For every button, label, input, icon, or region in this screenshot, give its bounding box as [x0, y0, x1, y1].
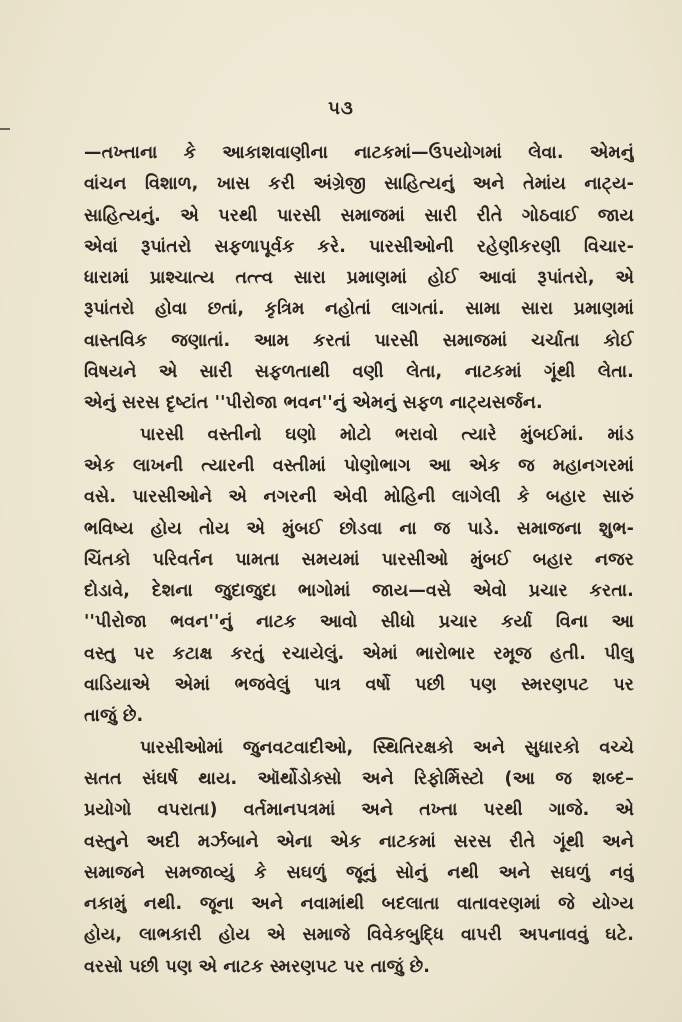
text-line: દોડાવે, દેશના જુદાજુદા ભાગોમાં જાય—વસે એવો પ્રચાર કરતા. — [84, 581, 634, 602]
text-line: એવાં રૂપાંતરો સફળાપૂર્વક કરે. પારસીઓની રહેણીકરણી વિચાર- — [84, 236, 634, 257]
text-line: ધારામાં પ્રાશ્ચાત્ય તત્ત્વ સારા પ્રમાણમાં હોઈ આવાં રૂપાંતરો, એ — [84, 268, 634, 289]
text-line: વાડિયાએ એમાં ભજવેલું પાત્ર વર્ષો પછી પણ સ્મરણપટ પર — [84, 675, 634, 696]
text-line: વરસો પછી પણ એ નાટક સ્મરણપટ પર તાજું છે. — [84, 956, 431, 977]
margin-mark — [0, 128, 10, 130]
text-line: પ્રયોગો વપરાતા) વર્તમાનપત્રમાં અને તખ્તા પરથી ગાજે. એ — [84, 800, 634, 821]
text-line: સાહિત્યનું. એ પરથી પારસી સમાજમાં સારી રીતે ગોઠવાઈ જાય — [84, 205, 634, 226]
text-line: પારસીઓમાં જુનવટવાદીઓ, સ્થિતિરક્ષકો અને સુધારકો વચ્ચે — [140, 737, 634, 758]
text-line: ચિંતકો પરિવર્તન પામતા સમયમાં પારસીઓ મુંબઈ બહાર નજર — [84, 549, 634, 570]
text-line: વાંચન વિશાળ, ખાસ કરી અંગ્રેજી સાહિત્યનું અને તેમાંય નાટ્ય- — [84, 174, 634, 195]
text-line: વિષયને એ સારી સફળતાથી વણી લેતા, નાટકમાં ગૂંથી લેતા. — [84, 362, 634, 383]
text-line: સમાજને સમજાવ્યું કે સઘળું જૂનું સોનું નથી અને સઘળું નવું — [84, 862, 634, 883]
text-line: પારસી વસ્તીનો ઘણો મોટો ભરાવો ત્યારે મુંબઈમાં. માંડ — [140, 424, 634, 445]
text-line: વસ્તુને અદી મર્ઝબાને એના એક નાટકમાં સરસ રીતે ગૂંથી અને — [84, 831, 634, 852]
text-line: વાસ્તવિક જણાતાં. આમ કરતાં પારસી સમાજમાં ચર્ચાતા કોઈ — [84, 330, 634, 351]
text-line: તાજું છે. — [84, 706, 144, 727]
text-line: એક લાખની ત્યારની વસ્તીમાં પોણોભાગ આ એક જ મહાનગરમાં — [84, 455, 634, 476]
text-line: —તખ્તાના કે આકાશવાણીના નાટકમાં—ઉપયોગમાં લેવા. એમનું — [84, 143, 634, 163]
text-line: ''પીરોજા ભવન''નું નાટક આવો સીધો પ્રચાર કર્યા વિના આ — [84, 612, 634, 633]
text-line: રૂપાંતરો હોવા છતાં, કૃત્રિમ નહોતાં લાગતાં. સામા સારા પ્રમાણમાં — [84, 299, 634, 320]
text-line: નકામું નથી. જૂના અને નવામાંથી બદલાતા વાતાવરણમાં જે યોગ્ય — [84, 894, 634, 915]
text-line: એનું સરસ દૃષ્ટાંત ''પીરોજા ભવન''નું એમનું સફળ નાટ્યસર્જન. — [84, 393, 543, 414]
text-line: વસ્તુ પર કટાક્ષ કરતું રચાયેલું. એમાં ભારોભાર રમૂજ હતી. પીલુ — [84, 643, 634, 664]
body-text — [84, 138, 634, 983]
text-line: હોય, લાભકારી હોય એ સમાજે વિવેકબુદ્ધિ વાપરી અપનાવવું ઘટે. — [84, 925, 634, 946]
text-line: સતત સંઘર્ષ થાય. ઑર્થોડોક્સો અને રિફોર્મિસ્ટો (આ જ શબ્દ– — [84, 768, 634, 789]
page-number: ૫૩ — [328, 98, 354, 119]
text-line: ભવિષ્ય હોય તોય એ મુંબઈ છોડવા ના જ પાડે. સમાજના શુભ- — [84, 518, 634, 539]
text-line: વસે. પારસીઓને એ નગરની એવી મોહિની લાગેલી કે બહાર સારું — [84, 487, 634, 508]
